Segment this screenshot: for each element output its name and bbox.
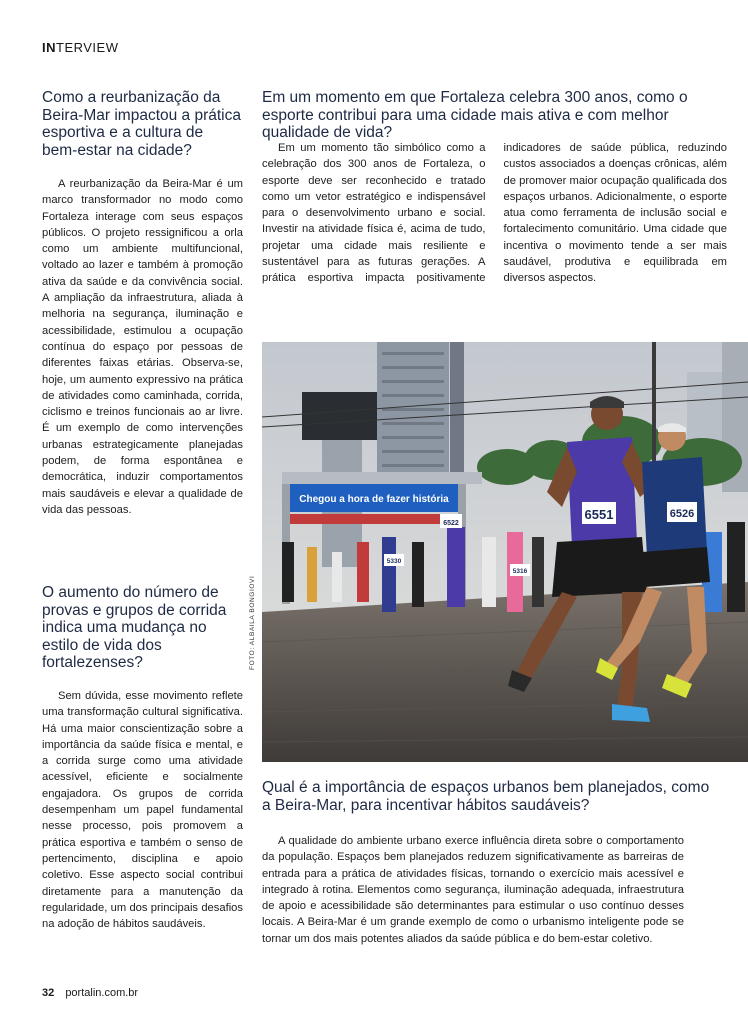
bib-1: 6551 (584, 507, 614, 522)
answer-2-text: Sem dúvida, esse movimento reflete uma transformação cultural significativa. Há uma maior conscientização sobre a importância da saúde física e mental, e a corrida surge como uma atividade acessível, eficiente e socialmente engajadora. Os grupos de corrida desempenham um papel fundamental nesse processo, pois promovem a prática esportiva e também o senso de pertencimento, disciplina e apoio coletivo. Esse aspecto social contribui diretamente para a manutenção da regularidade, um dos principais desafios na adoção de hábitos saudáveis. (42, 690, 243, 931)
page-footer (42, 987, 138, 999)
answer-3 (262, 140, 727, 287)
answer-4-text: A qualidade do ambiente urbano exerce influência direta sobre o comportamento da população. Espaços bem planejados reduzem significativamente as barreiras de entrada para a prática de atividades físicas, tornando o exercício mais acessível e integrado à rotina. Elementos como segurança, iluminação adequada, infraestrutura de apoio e acessibilidade são determinantes para estimular o uso contínuo desses locais. A Beira-Mar é um grande exemplo de como o urbanismo inteligente pode se tornar um dos mais potentes aliados da saúde pública e do bem-estar coletivo. (262, 835, 684, 945)
race-photo-illustration (262, 342, 748, 762)
section-tag-rest: TERVIEW (56, 40, 119, 55)
answer-1 (42, 176, 243, 518)
answer-2 (42, 688, 243, 932)
answer-4 (262, 833, 684, 947)
question-4: Qual é a importância de espaços urbanos bem planejados, como a Beira-Mar, para incentivar hábitos saudáveis? (262, 779, 710, 814)
race-photo (262, 342, 748, 762)
question-3: Em um momento em que Fortaleza celebra 300 anos, como o esporte contribui para uma cidade mais ativa e com melhor qualidade de vida? (262, 89, 688, 141)
question-2: O aumento do número de provas e grupos de corrida indica uma mudança no estilo de vida dos fortalezenses? (42, 584, 227, 671)
answer-1-text: A reurbanização da Beira-Mar é um marco transformador no modo como Fortaleza interage com seus espaços públicos. O projeto ressignificou a orla como um ambiente multifuncional, voltado ao lazer e também à promoção ativa da saúde e da convivência social. A ampliação da infraestrutura, aliada à melhoria na segurança, iluminação e acessibilidade, estimulou a ocupação contínua do espaço por pessoas de diferentes faixas etárias. Observa-se, hoje, um aumento expressivo na prática de atividades como caminhada, corrida, ciclismo e treinos funcionais ao ar livre. É um exemplo de como intervenções urbanas estrategicamente planejadas podem, de forma espontânea e democrática, induzir comportamentos mais saudáveis e elevar a qualidade de vida das pessoas. (42, 178, 243, 516)
bib-4: 5330 (386, 558, 402, 565)
photo-credit: FOTO: ALBAILA BONGIOVI (249, 575, 256, 670)
page-number: 32 (42, 987, 55, 999)
question-1: Como a reurbanização da Beira-Mar impactou a prática esportiva e a cultura de bem-estar na cidade? (42, 89, 241, 159)
bib-2: 6526 (669, 508, 695, 520)
bib-5: 5316 (512, 568, 528, 575)
section-tag-bold: IN (42, 40, 56, 55)
footer-site[interactable]: portalin.com.br (65, 987, 139, 999)
section-tag (42, 40, 119, 55)
answer-3-text: Em um momento tão simbólico como a celebração dos 300 anos de Fortaleza, o esporte deve ser reconhecido e tratado como um vetor estratégico e indispensável para o desenvolvimento urbano e social. Investir na atividade física é, acima de tudo, projetar uma cidade mais resiliente e sustentável para as futuras gerações. A prática esportiva impacta positivamente indicadores de saúde pública, reduzindo custos associados a doenças crônicas, além de promover maior ocupação qualificada dos espaços urbanos. Adicionalmente, o esporte atua como ferramenta de inclusão social e fortalecimento comunitário. Uma cidade que incentiva o movimento tende a ser mais saudável, produtiva e equilibrada em diversos aspectos. (262, 142, 727, 285)
banner-text: Chegou a hora de fazer história (299, 494, 449, 505)
bib-3: 6522 (443, 520, 459, 527)
